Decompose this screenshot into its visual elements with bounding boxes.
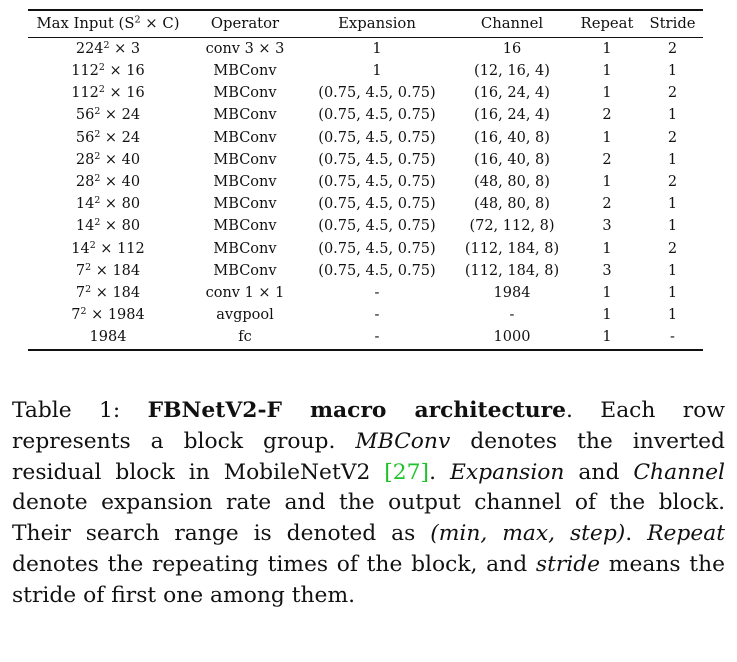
caption-text-2: denotes the inverted residual block in MobileNetV2 (12, 428, 725, 485)
channel-cell: (112, 184, 8) (464, 240, 560, 257)
repeat-cell: 2 (602, 107, 612, 124)
squared-exponent: 2 (94, 150, 101, 162)
squared-exponent: 2 (94, 172, 101, 184)
operator-cell: MBConv (213, 240, 277, 257)
stride-cell: 1 (667, 63, 678, 80)
channel-cell: (16, 24, 4) (474, 107, 550, 124)
operator-cell: MBConv (213, 173, 277, 190)
expansion-cell: 1 (372, 63, 382, 80)
table-row (28, 304, 703, 326)
operator-cell: MBConv (213, 218, 277, 235)
stride-cell: 2 (667, 129, 678, 146)
operator-cell: MBConv (213, 196, 277, 213)
stride-cell: 2 (667, 40, 678, 57)
operator-cell: avgpool (216, 307, 274, 324)
channel-cell: (16, 40, 8) (474, 129, 550, 146)
operator-cell: conv 1 × 1 (205, 284, 285, 301)
repeat-cell: 1 (602, 40, 612, 57)
channel-cell: 1984 (493, 284, 531, 301)
table-row (28, 149, 703, 171)
header-max-input: Max Input $(S^2 \times C)$ (28, 10, 188, 38)
table-row (28, 60, 703, 82)
squared-exponent: 2 (98, 61, 105, 73)
repeat-cell: 3 (602, 262, 612, 279)
header-expansion: Expansion (302, 10, 452, 38)
header-repeat: Repeat (572, 10, 642, 38)
squared-exponent: 2 (94, 106, 101, 118)
expansion-cell: (0.75, 4.5, 0.75) (318, 262, 436, 279)
squared-exponent: 2 (94, 128, 101, 140)
caption-text-5: denote expansion rate and the output channel of the block. Their search range is denoted as (12, 490, 725, 547)
repeat-cell: 1 (602, 85, 612, 102)
squared-exponent: 2 (103, 39, 110, 51)
operator-cell: MBConv (213, 151, 277, 168)
squared-exponent: 2 (85, 261, 92, 273)
max-input-cell: 1984 (28, 326, 188, 349)
expansion-cell: - (374, 307, 380, 324)
table-row (28, 127, 703, 149)
table-row (28, 326, 703, 349)
stride-cell: 2 (667, 85, 678, 102)
max-input-cell: $112^2 \times 16$ (71, 84, 145, 102)
squared-exponent: 2 (89, 239, 96, 251)
operator-cell: MBConv (213, 262, 277, 279)
channel-cell: (72, 112, 8) (469, 218, 555, 235)
stride-cell: 2 (667, 173, 678, 190)
table-row (28, 105, 703, 127)
squared-exponent: 2 (94, 217, 101, 229)
repeat-cell: 1 (572, 326, 642, 349)
channel-cell: (12, 16, 4) (474, 63, 550, 80)
header-stride: Stride (642, 10, 703, 38)
squared-exponent: 2 (85, 283, 92, 295)
channel-cell: 16 (502, 40, 522, 57)
repeat-cell: 1 (602, 307, 612, 324)
channel-cell: (16, 40, 8) (474, 151, 550, 168)
max-input-cell: $7^2 \times 184$ (75, 261, 141, 279)
table-row (28, 238, 703, 260)
squared-exponent: 2 (80, 305, 87, 317)
stride-cell: 2 (667, 240, 678, 257)
max-input-cell: $28^2 \times 40$ (75, 150, 141, 168)
stride-cell: - (642, 326, 703, 349)
caption-text-1: . Each row represents a block group. (12, 398, 725, 454)
stride-cell: 1 (667, 151, 678, 168)
max-input-cell: $7^2 \times 1984$ (71, 305, 145, 324)
max-input-cell: $224^2 \times 3$ (75, 39, 141, 57)
architecture-table (28, 9, 703, 351)
header-channel: Channel (452, 10, 572, 38)
caption-text-3: . (429, 459, 450, 485)
table-row (28, 38, 703, 61)
architecture-table-container (28, 9, 703, 351)
caption-range: (min, max, step) (430, 521, 626, 547)
operator-cell: MBConv (213, 63, 277, 80)
caption-label: Table 1: (12, 398, 148, 423)
max-input-cell: $56^2 \times 24$ (75, 106, 141, 124)
caption-text-7: denotes the repeating times of the block, and (12, 551, 536, 577)
table-row (28, 282, 703, 304)
stride-cell: 1 (667, 284, 678, 301)
channel-cell: (16, 24, 4) (474, 85, 550, 102)
citation-close: ] (420, 459, 430, 485)
max-input-cell: $14^2 \times 112$ (71, 239, 145, 257)
expansion-cell: (0.75, 4.5, 0.75) (318, 173, 436, 190)
stride-cell: 1 (667, 196, 678, 213)
expansion-cell: (0.75, 4.5, 0.75) (318, 151, 436, 168)
max-input-cell: $112^2 \times 16$ (71, 61, 145, 80)
stride-cell: 1 (667, 307, 678, 324)
repeat-cell: 1 (602, 63, 612, 80)
expansion-cell: (0.75, 4.5, 0.75) (318, 85, 436, 102)
caption-stride: stride (535, 551, 601, 577)
repeat-cell: 1 (602, 240, 612, 257)
caption-repeat: Repeat (647, 521, 726, 547)
caption-channel: Channel (633, 459, 726, 485)
table-header-row (28, 10, 703, 38)
citation-link[interactable]: 27 (392, 459, 421, 485)
operator-cell: MBConv (213, 129, 277, 146)
expansion-cell: (0.75, 4.5, 0.75) (318, 196, 436, 213)
max-input-cell: $14^2 \times 80$ (75, 194, 141, 213)
max-input-cell: $28^2 \times 40$ (75, 172, 141, 190)
repeat-cell: 3 (602, 218, 612, 235)
max-input-cell: $7^2 \times 184$ (75, 283, 141, 301)
channel-cell: (112, 184, 8) (464, 262, 560, 279)
expansion-cell: - (302, 326, 452, 349)
repeat-cell: 1 (602, 284, 612, 301)
expansion-cell: (0.75, 4.5, 0.75) (318, 218, 436, 235)
channel-cell: (48, 80, 8) (474, 173, 550, 190)
caption-text-6: . (625, 521, 648, 547)
caption-mbconv: MBConv (355, 428, 451, 454)
caption-expansion: Expansion (449, 459, 565, 485)
squared-exponent: 2 (134, 14, 141, 26)
repeat-cell: 2 (602, 196, 612, 213)
table-caption (12, 396, 725, 612)
citation-open: [ (384, 459, 393, 485)
table-row (28, 216, 703, 238)
expansion-cell: (0.75, 4.5, 0.75) (318, 107, 436, 124)
table-row (28, 260, 703, 282)
expansion-cell: - (374, 284, 380, 301)
operator-cell: MBConv (213, 107, 277, 124)
caption-text-4: and (564, 459, 634, 485)
operator-cell: MBConv (213, 85, 277, 102)
header-operator: Operator (188, 10, 302, 38)
repeat-cell: 1 (602, 173, 612, 190)
table-row (28, 82, 703, 104)
channel-cell: - (509, 307, 515, 324)
expansion-cell: (0.75, 4.5, 0.75) (318, 129, 436, 146)
table-row (28, 193, 703, 215)
stride-cell: 1 (667, 262, 678, 279)
expansion-cell: 1 (372, 40, 382, 57)
operator-cell: conv 3 × 3 (205, 40, 285, 57)
squared-exponent: 2 (94, 194, 101, 206)
expansion-cell: (0.75, 4.5, 0.75) (318, 240, 436, 257)
operator-cell: fc (188, 326, 302, 349)
channel-cell: (48, 80, 8) (474, 196, 550, 213)
stride-cell: 1 (667, 107, 678, 124)
caption-text-8: means the stride of first one among them. (12, 551, 726, 608)
table-row (28, 171, 703, 193)
max-input-cell: $56^2 \times 24$ (75, 128, 141, 146)
channel-cell: 1000 (452, 326, 572, 349)
max-input-cell: $14^2 \times 80$ (75, 217, 141, 235)
repeat-cell: 2 (602, 151, 612, 168)
caption-title: FBNetV2-F macro architecture (147, 398, 566, 423)
stride-cell: 1 (667, 218, 678, 235)
repeat-cell: 1 (602, 129, 612, 146)
squared-exponent: 2 (98, 84, 105, 96)
